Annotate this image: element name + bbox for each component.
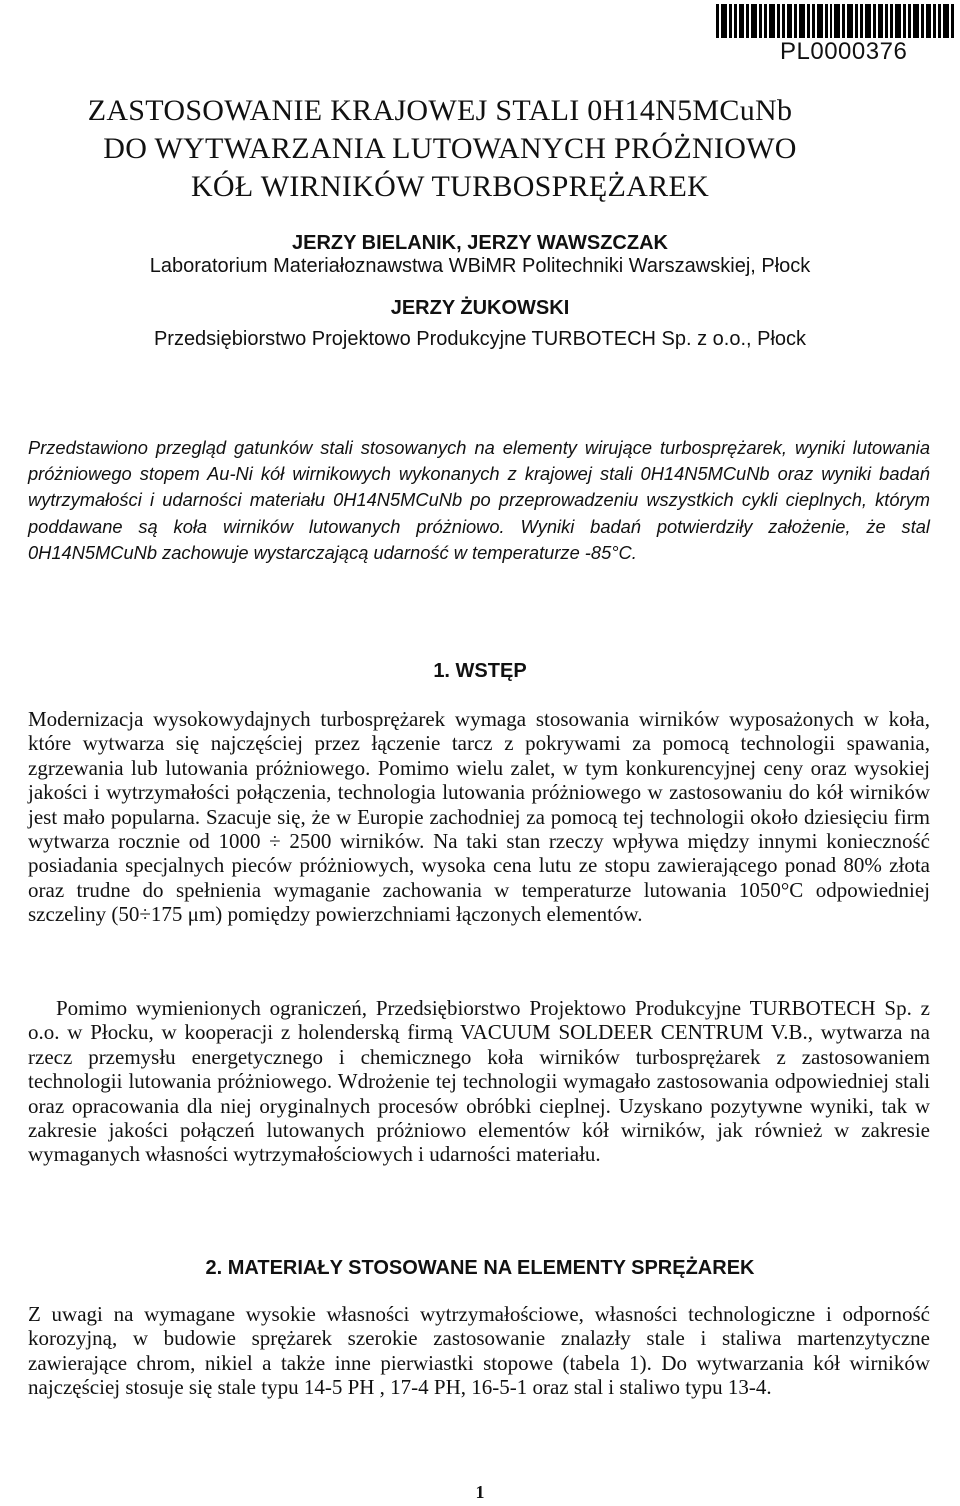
author-affiliation-1: Laboratorium Materiałoznawstwa WBiMR Politechniki Warszawskiej, Płock — [149, 255, 811, 277]
section-1-paragraph-1: Modernizacja wysokowydajnych turbosprężarek wymaga stosowania wirników wyposażonych w koła, które wytwarza się najczęściej przez łączenie tarcz z pokrywami za pomocą technologii spawania, zgrzewania lub lutowania próżniowego. Pomimo wielu zalet, w tym konkurencyjnej ceny oraz wysokiej jakości i wytrzymałości połączenia, technologia lutowania próżniowego w zastosowaniu do kół wirników jest mało popularna. Szacuje się, że w Europie zachodniej za pomocą tej technologii około dziesięciu firm wytwarza rocznie od 1000 ÷ 2500 wirników. Na taki stan rzeczy wpływa między innymi konieczność posiadania specjalnych pieców próżniowych, wysoka cena lutu ze stopu zawierającego ponad 80% złota oraz trudne do spełnienia wymaganie zachowania w temperaturze lutowania 1050°C odpowiedniej szczeliny (50÷175 μm) pomiędzy powierzchniami łączonych elementów. — [28, 707, 930, 927]
section-1-paragraph-2: Pomimo wymienionych ograniczeń, Przedsiębiorstwo Projektowo Produkcyjne TURBOTECH Sp. z o.o. w Płocku, w kooperacji z holenderską firmą VACUUM SOLDEER CENTRUM V.B., wytwarza na rzecz przemysłu energetycznego i chemicznego koła wirników turbosprężarek z zastosowaniem technologii lutowania próżniowego. Wdrożenie tej technologii wymagało zastosowania odpowiedniej stali oraz opracowania dla niej oryginalnych procesów obróbki cieplnej. Uzyskano pozytywne wyniki, tak w zakresie jakości połączeń lutowanych próżniowo elementów kół wirników, jak również w zakresie wymaganych własności wytrzymałościowych i udarności materiału. — [28, 996, 930, 1167]
document-code: PL0000376 — [780, 38, 908, 65]
barcode — [716, 4, 954, 38]
paper-title — [0, 92, 960, 206]
title-line-1: ZASTOSOWANIE KRAJOWEJ STALI 0H14N5MCuNb — [87, 94, 793, 127]
author-block-1 — [0, 232, 960, 278]
section-2-paragraph-1: Z uwagi na wymagane wysokie własności wytrzymałościowe, własności technologiczne i odporność korozyjną, w budowie sprężarek szerokie zastosowanie znalazły stale i staliwa martenzytyczne zawierające chrom, nikiel a także inne pierwiastki stopowe (tabela 1). Do wytwarzania kół wirników najczęściej stosuje się stale typu 14-5 PH , 17-4 PH, 16-5-1 oraz stal i staliwo typu 13-4. — [28, 1302, 930, 1400]
author-block-2 — [0, 297, 960, 351]
page-number: 1 — [475, 1482, 485, 1502]
section-1-heading: 1. WSTĘP — [433, 660, 527, 682]
title-line-2: DO WYTWARZANIA LUTOWANYCH PRÓŻNIOWO — [103, 132, 797, 165]
author-affiliation-2: Przedsiębiorstwo Projektowo Produkcyjne TURBOTECH Sp. z o.o., Płock — [153, 328, 807, 350]
section-2-heading: 2. MATERIAŁY STOSOWANE NA ELEMENTY SPRĘŻAREK — [205, 1257, 755, 1279]
author-names-2: JERZY ŻUKOWSKI — [390, 297, 570, 319]
abstract: Przedstawiono przegląd gatunków stali stosowanych na elementy wirujące turbosprężarek, wyniki lutowania próżniowego stopem Au-Ni kół wirnikowych wykonanych z krajowej stali 0H14N5MCuNb oraz wyniki badań wytrzymałości i udarności materiału 0H14N5MCuNb po przeprowadzeniu wszystkich cykli cieplnych, którym poddawane są koła wirników lutowanych próżniowo. Wyniki badań potwierdziły założenie, że stal 0H14N5MCuNb zachowuje wystarczającą udarność w temperaturze -85°C. — [28, 437, 930, 563]
title-line-3: KÓŁ WIRNIKÓW TURBOSPRĘŻAREK — [190, 170, 710, 203]
author-names-1: JERZY BIELANIK, JERZY WAWSZCZAK — [292, 232, 668, 254]
